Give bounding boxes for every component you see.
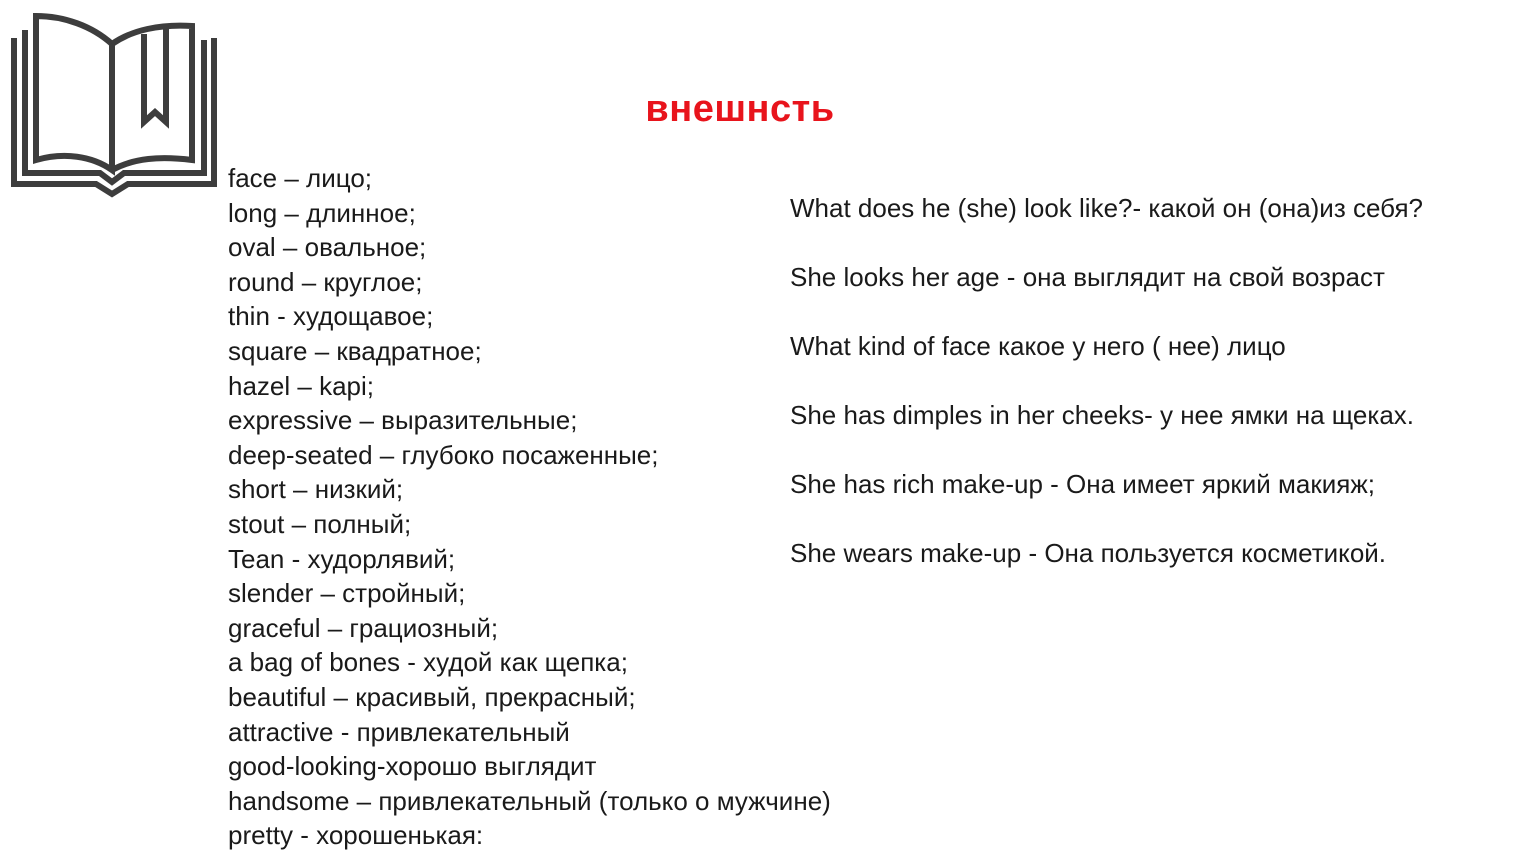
list-item: short – низкий; [228, 474, 404, 505]
phrase-item: She has rich make-up - Она имеет яркий макияж; [790, 469, 1375, 499]
list-item: oval – овальное; [228, 232, 427, 263]
list-item: face – лицо; [228, 163, 373, 193]
list-item: Tean - худорлявий; [228, 543, 456, 574]
vocabulary-list [228, 161, 831, 853]
list-item: expressive – выразительные; [228, 405, 578, 436]
list-item: attractive - привлекательный [228, 716, 570, 747]
list-item: deep-seated – глубоко посаженные; [228, 439, 659, 470]
list-item: pretty - хорошенькая: [228, 820, 484, 851]
list-item: a bag of bones - худой как щепка; [228, 647, 628, 678]
list-item: square – квадратное; [228, 335, 482, 366]
list-item: round – круглое; [228, 266, 423, 297]
list-item: long – длинное; [228, 197, 416, 228]
list-item: thin - худощавое; [228, 301, 434, 332]
list-item: graceful – грациозный; [228, 612, 499, 643]
phrase-list [790, 191, 1423, 605]
phrase-item: She has dimples in her cheeks- у нее ямки на щеках. [790, 400, 1414, 430]
list-item: stout – полный; [228, 508, 412, 539]
phrase-item: She looks her age - она выглядит на свой возраст [790, 262, 1385, 292]
list-item: handsome – привлекательный (только о мужчине) [228, 785, 831, 816]
list-item: hazel – kapi; [228, 370, 374, 401]
list-item: beautiful – красивый, прекрасный; [228, 681, 636, 712]
list-item: good-looking-хорошо выглядит [228, 751, 597, 782]
phrase-item: She wears make-up - Она пользуется косметикой. [790, 538, 1387, 568]
phrase-item: What kind of face какое у него ( нее) лицо [790, 331, 1286, 361]
page-title: внешнсть [645, 88, 835, 130]
phrase-item: What does he (she) look like?- какой он (она)из себя? [790, 193, 1424, 223]
list-item: slender – стройный; [228, 578, 466, 609]
